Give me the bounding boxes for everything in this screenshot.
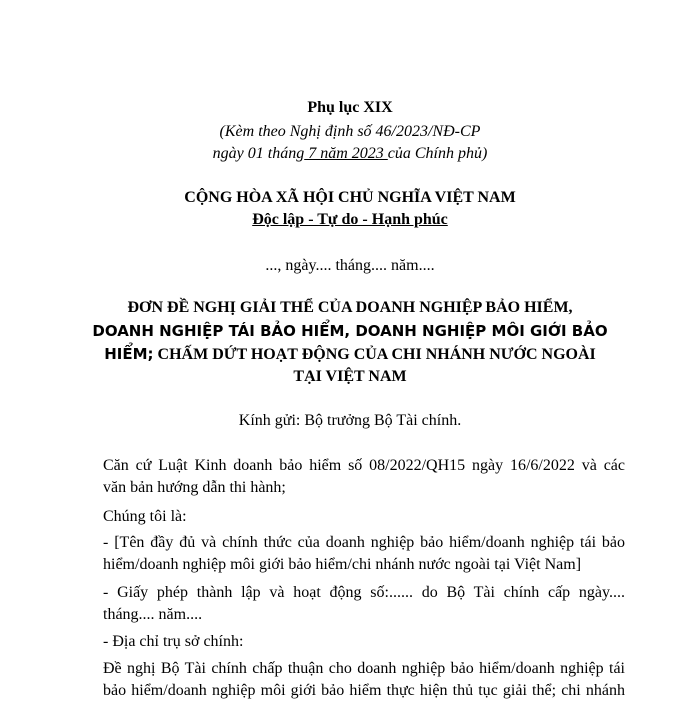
body-p1-line2: văn bản hướng dẫn thi hành; [103,479,286,496]
body-p5: - Địa chỉ trụ sở chính: [103,633,244,650]
body-p3-line2: hiểm/doanh nghiệp môi giới bảo hiểm/chi nhánh nước ngoài tại Việt Nam] [103,556,582,573]
attached-date-part-c: của Chính phủ) [387,145,488,162]
appendix-attached-line2 [0,144,700,164]
attached-date-part-b: 7 năm 2023 [304,145,388,162]
national-motto: Độc lập - Tự do - Hạnh phúc [252,211,448,228]
appendix-title: Phụ lục XIX [307,99,393,116]
body-p4-line1: - Giấy phép thành lập và hoạt động số:...... do Bộ Tài chính cấp ngày.... [103,584,625,601]
body-p2: Chúng tôi là: [103,508,187,525]
form-title-line4: TẠI VIỆT NAM [293,368,407,385]
body-p4-line2: tháng.... năm.... [103,606,203,623]
form-title-line1: ĐƠN ĐỀ NGHỊ GIẢI THỂ CỦA DOANH NGHIỆP BẢO HIỂM, [127,299,573,316]
body-p3-line1: - [Tên đầy đủ và chính thức của doanh nghiệp bảo hiểm/doanh nghiệp tái bảo [103,534,625,551]
country-name: CỘNG HÒA XÃ HỘI CHỦ NGHĨA VIỆT NAM [184,189,516,206]
body-p6-line2: bảo hiểm/doanh nghiệp môi giới bảo hiểm thực hiện thủ tục giải thể; chi nhánh [103,682,625,699]
motto-row [0,210,700,230]
recipient-line: Kính gửi: Bộ trưởng Bộ Tài chính. [238,412,462,429]
appendix-attached-line1: (Kèm theo Nghị định số 46/2023/NĐ-CP [219,123,481,140]
attached-date-part-a: ngày 01 tháng [212,145,305,162]
body-p6-line1: Đề nghị Bộ Tài chính chấp thuận cho doanh nghiệp bảo hiểm/doanh nghiệp tái [103,660,625,677]
form-title-line3 [0,344,700,365]
form-title-line2: DOANH NGHIỆP TÁI BẢO HIỂM, DOANH NGHIỆP MÔI GIỚI BẢO [92,322,608,340]
body-p1-line1: Căn cứ Luật Kinh doanh bảo hiểm số 08/2022/QH15 ngày 16/6/2022 và các [103,457,625,474]
form-title-line3-a: HIỂM; [104,345,154,363]
date-line: ..., ngày.... tháng.... năm.... [265,257,435,274]
form-title-line3-b: CHẤM DỨT HOẠT ĐỘNG CỦA CHI NHÁNH NƯỚC NGOÀI [153,346,596,363]
